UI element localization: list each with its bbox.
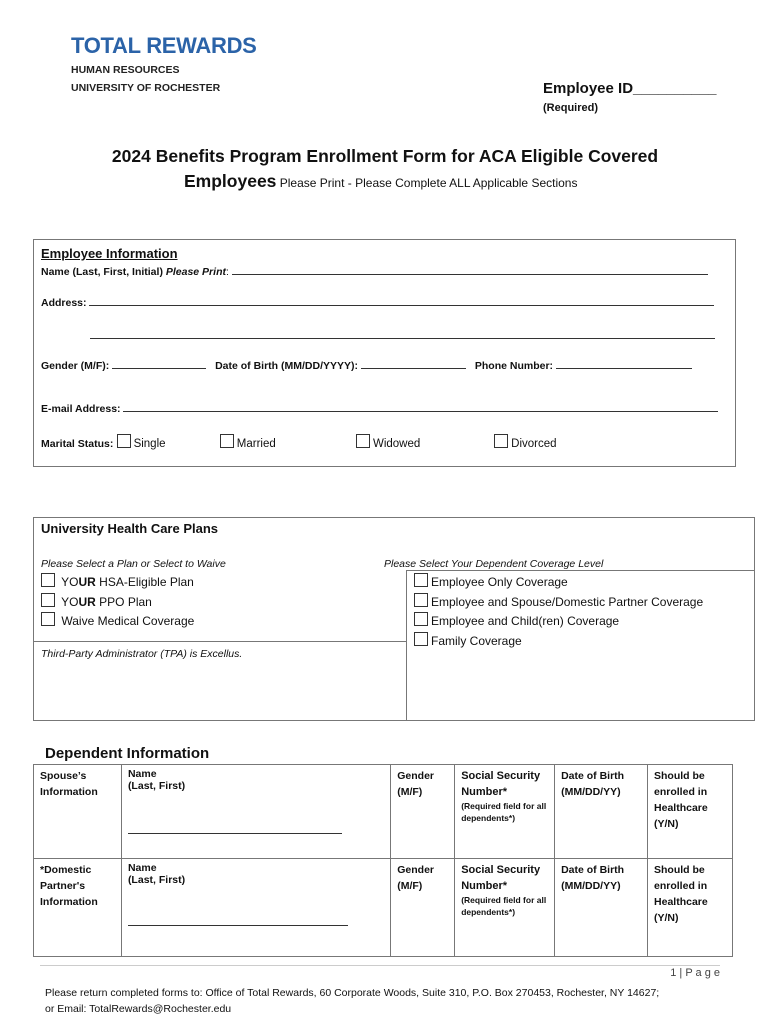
- health-plans-heading: University Health Care Plans: [41, 521, 219, 536]
- form-title: 2024 Benefits Program Enrollment Form for ACA Eligible Covered: [111, 146, 659, 166]
- marital-option-married[interactable]: Married: [220, 434, 353, 450]
- checkbox-icon[interactable]: [414, 632, 428, 646]
- spouse-ssn-cell[interactable]: Social Security Number* (Required field for all dependents*): [455, 765, 555, 859]
- employee-info-heading: Employee Information: [41, 246, 178, 261]
- partner-ssn-cell[interactable]: Social Security Number* (Required field for all dependents*): [455, 859, 555, 957]
- partner-name-line[interactable]: [128, 925, 348, 926]
- divider-left: [34, 641, 406, 642]
- checkbox-icon[interactable]: [117, 434, 131, 448]
- table-row: [34, 859, 733, 957]
- divider-right: [406, 570, 755, 571]
- divider-vertical: [406, 570, 407, 721]
- checkbox-icon[interactable]: [41, 573, 55, 587]
- partner-enrolled-cell[interactable]: Should be enrolled in Healthcare (Y/N): [648, 859, 733, 957]
- coverage-option-family[interactable]: Family Coverage: [414, 632, 703, 652]
- address-line-2[interactable]: [90, 326, 715, 339]
- dependent-table: [33, 764, 733, 957]
- partner-name-cell[interactable]: Name (Last, First): [121, 859, 390, 957]
- gender-label: Gender (M/F):: [41, 360, 110, 372]
- tpa-note: Third-Party Administrator (TPA) is Excellus.: [41, 648, 243, 660]
- checkbox-icon[interactable]: [220, 434, 234, 448]
- address-field[interactable]: [41, 297, 714, 309]
- phone-line[interactable]: [556, 368, 692, 369]
- plan-options: [41, 573, 194, 632]
- email-line[interactable]: [123, 411, 718, 412]
- phone-label: Phone Number:: [474, 360, 554, 372]
- spouse-name-line[interactable]: [128, 833, 342, 834]
- marital-option-divorced[interactable]: Divorced: [494, 434, 594, 450]
- checkbox-icon[interactable]: [356, 434, 370, 448]
- logo-line-university: UNIVERSITY OF ROCHESTER: [71, 82, 221, 94]
- marital-status-row: [41, 434, 731, 450]
- spouse-label: Spouse’s Information: [34, 765, 122, 859]
- marital-option-single[interactable]: Single: [117, 434, 217, 450]
- employee-id-field[interactable]: [543, 80, 716, 97]
- plan-option-hsa[interactable]: YOUR HSA-Eligible Plan: [41, 573, 194, 593]
- checkbox-icon[interactable]: [41, 612, 55, 626]
- employee-id-required: (Required): [543, 102, 598, 114]
- employee-id-label: Employee ID: [543, 80, 634, 97]
- checkbox-icon[interactable]: [414, 593, 428, 607]
- marital-label: Marital Status:: [41, 438, 114, 450]
- partner-dob-cell[interactable]: Date of Birth (MM/DD/YY): [555, 859, 648, 957]
- spouse-enrolled-cell[interactable]: Should be enrolled in Healthcare (Y/N): [648, 765, 733, 859]
- footer-address: [45, 985, 735, 1017]
- partner-gender-cell[interactable]: Gender (M/F): [391, 859, 455, 957]
- checkbox-icon[interactable]: [414, 612, 428, 626]
- checkbox-icon[interactable]: [494, 434, 508, 448]
- coverage-option-employee-only[interactable]: Employee Only Coverage: [414, 573, 703, 593]
- name-label: Name (Last, First, Initial): [41, 266, 166, 278]
- checkbox-icon[interactable]: [414, 573, 428, 587]
- form-subtitle: [184, 171, 577, 192]
- plan-option-ppo[interactable]: YOUR PPO Plan: [41, 593, 194, 613]
- name-label-italic: Please Print: [165, 266, 226, 278]
- address-line-1[interactable]: [89, 305, 714, 306]
- logo-title: TOTAL REWARDS: [71, 33, 257, 58]
- plan-instruction: Please Select a Plan or Select to Waive: [41, 558, 226, 570]
- coverage-option-employee-children[interactable]: Employee and Child(ren) Coverage: [414, 612, 703, 632]
- gender-dob-phone-row: [41, 360, 731, 372]
- marital-option-widowed[interactable]: Widowed: [356, 434, 491, 450]
- page-number: 1 | P a g e: [670, 967, 720, 979]
- coverage-option-employee-spouse[interactable]: Employee and Spouse/Domestic Partner Coverage: [414, 593, 703, 613]
- email-label: E-mail Address:: [41, 403, 121, 415]
- dependent-info-heading: Dependent Information: [45, 745, 210, 762]
- spouse-dob-cell[interactable]: Date of Birth (MM/DD/YY): [555, 765, 648, 859]
- gender-line[interactable]: [112, 368, 206, 369]
- spouse-gender-cell[interactable]: Gender (M/F): [391, 765, 455, 859]
- form-title-employees: Employees: [184, 171, 277, 191]
- dob-line[interactable]: [361, 368, 466, 369]
- spouse-name-cell[interactable]: Name (Last, First): [121, 765, 390, 859]
- footer-divider: [40, 965, 720, 966]
- name-field[interactable]: [41, 266, 721, 278]
- domestic-partner-label: *Domestic Partner's Information: [34, 859, 122, 957]
- logo-line-hr: HUMAN RESOURCES: [71, 64, 180, 76]
- employee-info-section: [33, 239, 736, 467]
- email-field[interactable]: [41, 403, 718, 415]
- employee-id-blank: __________: [633, 80, 717, 97]
- coverage-instruction: Please Select Your Dependent Coverage Level: [384, 558, 604, 570]
- plan-option-waive[interactable]: Waive Medical Coverage: [41, 612, 194, 632]
- table-row: [34, 765, 733, 859]
- address-label: Address:: [41, 297, 87, 309]
- coverage-options: [414, 573, 703, 651]
- name-line[interactable]: [232, 274, 708, 275]
- checkbox-icon[interactable]: [41, 593, 55, 607]
- health-plans-section: [33, 517, 755, 721]
- name-label-colon: :: [225, 266, 229, 278]
- dob-label: Date of Birth (MM/DD/YYYY):: [215, 360, 359, 372]
- footer-line-1: Please return completed forms to: Office of Total Rewards, 60 Corporate Woods, Suite 310, P.O. Box 270453, Rochester, NY 14627;: [45, 987, 660, 999]
- form-instructions: Please Print - Please Complete ALL Applicable Sections: [276, 176, 578, 190]
- footer-email[interactable]: or Email: TotalRewards@Rochester.edu: [45, 1003, 232, 1015]
